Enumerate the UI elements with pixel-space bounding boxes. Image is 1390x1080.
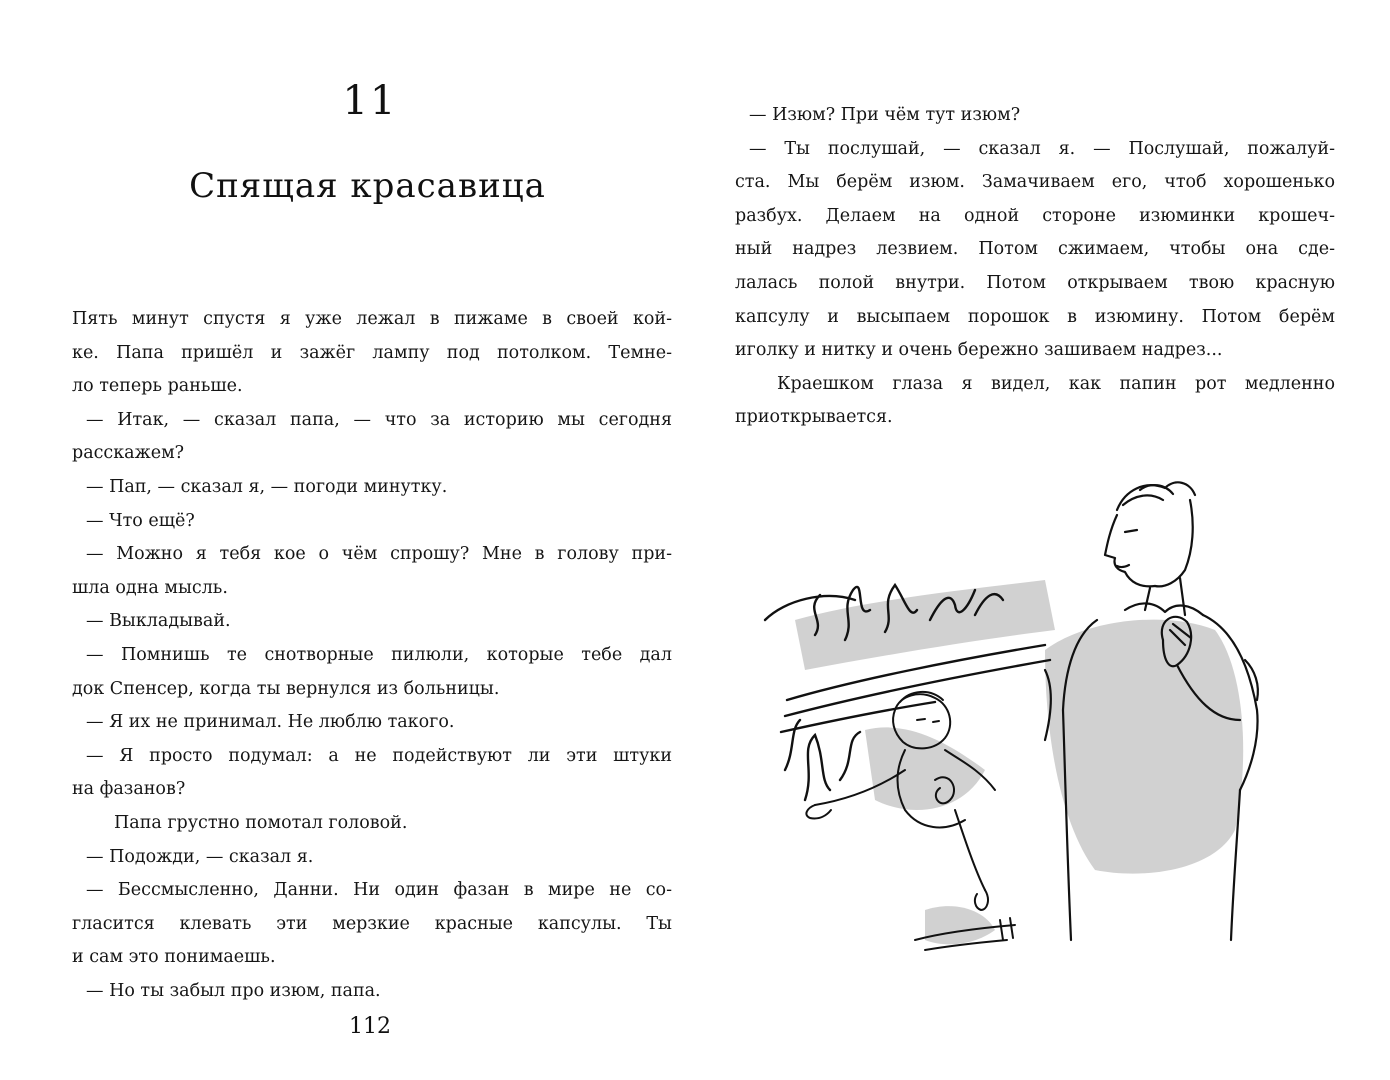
text-line: лалась полой внутри. Потом открываем твою красную xyxy=(735,272,1335,293)
chapter-number: 11 xyxy=(342,78,398,124)
text-line: — Что ещё? xyxy=(86,510,195,531)
text-line: ный надрез лезвием. Потом сжимаем, чтобы она сде- xyxy=(735,239,1335,260)
text-line: Краешком глаза я видел, как папин рот медленно xyxy=(777,373,1335,394)
text-line: — Изюм? При чём тут изюм? xyxy=(749,105,1021,125)
text-line: — Подожди, — сказал я. xyxy=(86,846,314,867)
text-line: — Можно я тебя кое о чём спрошу? Мне в голову при- xyxy=(86,544,672,565)
text-line: на фазанов? xyxy=(72,779,186,800)
text-line: гласится клевать эти мерзкие красные капсулы. Ты xyxy=(72,913,672,934)
left-page-text xyxy=(72,303,672,1008)
text-line: — Но ты забыл про изюм, папа. xyxy=(86,980,381,1001)
text-line: Папа грустно помотал головой. xyxy=(114,812,408,833)
text-line: расскажем? xyxy=(72,443,185,464)
text-line: Пять минут спустя я уже лежал в пижаме в своей кой- xyxy=(72,309,672,329)
ink-illustration xyxy=(745,470,1315,980)
text-line: разбух. Делаем на одной стороне изюминки крошеч- xyxy=(735,205,1335,226)
text-line: ста. Мы берём изюм. Замачиваем его, чтоб хорошенько xyxy=(735,172,1335,193)
right-page-text xyxy=(735,99,1335,435)
text-line: ке. Папа пришёл и зажёг лампу под потолком. Темне- xyxy=(72,342,672,363)
text-line: док Спенсер, когда ты вернулся из больницы. xyxy=(72,678,500,699)
text-line: и сам это понимаешь. xyxy=(72,947,276,968)
text-line: — Я их не принимал. Не люблю такого. xyxy=(86,712,455,733)
text-line: — Я просто подумал: а не подействуют ли эти штуки xyxy=(86,745,672,766)
text-line: — Бессмысленно, Данни. Ни один фазан в мире не со- xyxy=(86,880,672,901)
text-line: иголку и нитку и очень бережно зашиваем надрез... xyxy=(735,340,1223,361)
text-line: приоткрывается. xyxy=(735,407,893,428)
page-number: 112 xyxy=(349,1014,391,1039)
text-line: капсулу и высыпаем порошок в изюмину. Потом берём xyxy=(735,306,1335,327)
text-line: — Помнишь те снотворные пилюли, которые тебе дал xyxy=(86,644,672,665)
text-line: — Итак, — сказал папа, — что за историю мы сегодня xyxy=(86,409,672,430)
text-line: — Выкладывай. xyxy=(86,611,231,632)
text-line: шла одна мысль. xyxy=(72,577,228,598)
chapter-title: Спящая красавица xyxy=(189,166,546,206)
text-line: — Ты послушай, — сказал я. — Послушай, пожалуй- xyxy=(749,138,1335,159)
right-page xyxy=(695,0,1390,1080)
text-line: ло теперь раньше. xyxy=(72,376,243,397)
boy-figure xyxy=(806,692,995,910)
text-line: — Пап, — сказал я, — погоди минутку. xyxy=(86,476,448,497)
